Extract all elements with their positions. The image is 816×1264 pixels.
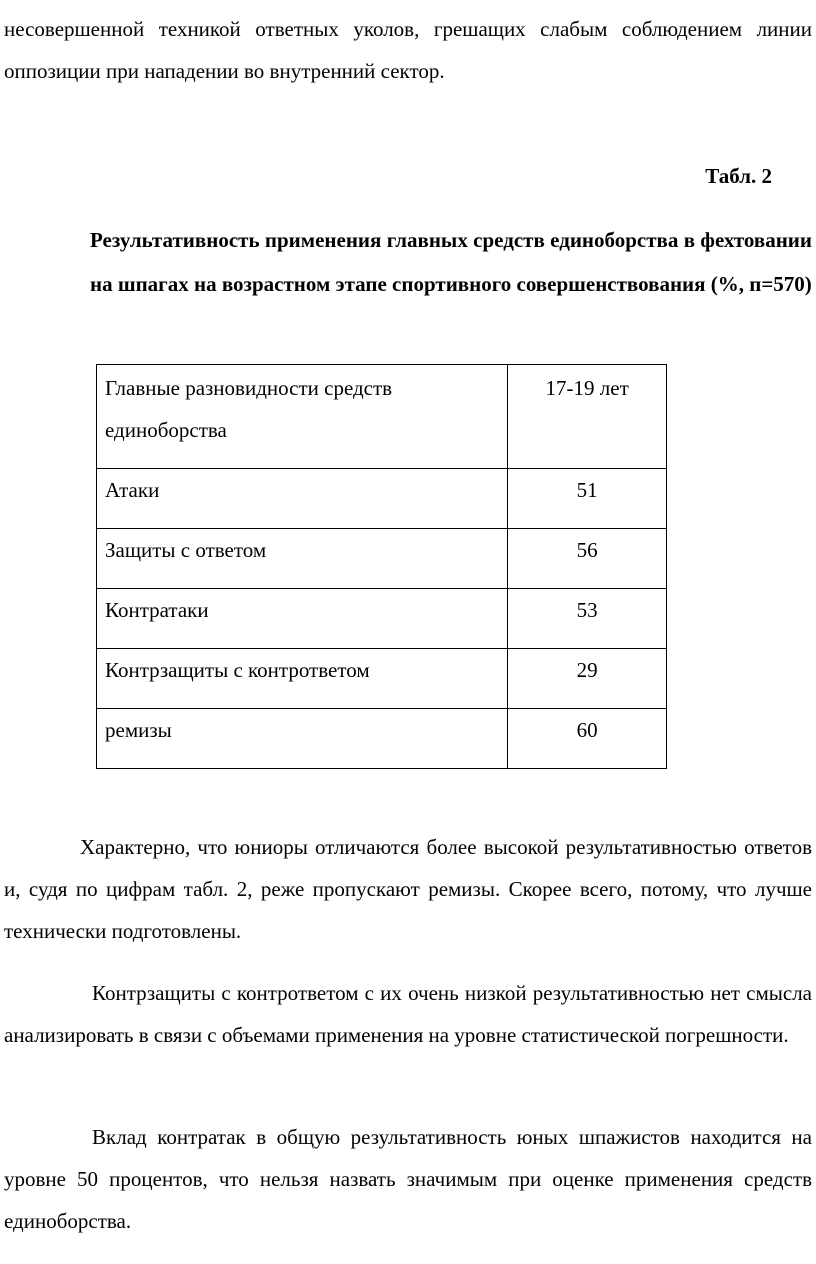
intro-paragraph: несовершенной техникой ответных уколов, грешащих слабым соблюдением линии оппозиции при нападении во внутренний сектор.: [4, 17, 812, 83]
row-label: Защиты с ответом: [97, 529, 508, 589]
row-value: 60: [508, 709, 667, 769]
header-cell-age: 17-19 лет: [508, 365, 667, 469]
table-row: [97, 529, 667, 589]
body-paragraph-3: Вклад контратак в общую результативность юных шпажистов находится на уровне 50 процентов, что нельзя назвать значимым при оценке применения средств единоборства.: [4, 1125, 812, 1233]
table-number: Табл. 2: [705, 164, 772, 188]
row-label: Контрзащиты с контрответом: [97, 649, 508, 709]
row-label: Контратаки: [97, 589, 508, 649]
table-row: [97, 709, 667, 769]
header-cell-means: Главные разновидности средств единоборства: [97, 365, 508, 469]
table-header-row: [97, 365, 667, 469]
results-table: [96, 364, 667, 769]
row-label: ремизы: [97, 709, 508, 769]
row-value: 29: [508, 649, 667, 709]
body-paragraph-2: Контрзащиты с контрответом с их очень низкой результативностью нет смысла анализировать в связи с объемами применения на уровне статистической погрешности.: [4, 981, 812, 1047]
row-value: 56: [508, 529, 667, 589]
table-row: [97, 589, 667, 649]
table-row: [97, 469, 667, 529]
row-value: 53: [508, 589, 667, 649]
table-row: [97, 649, 667, 709]
row-value: 51: [508, 469, 667, 529]
table-title: Результативность применения главных средств единоборства в фехтовании на шпагах на возрастном этапе спортивного совершенствования (%, п=570): [90, 228, 812, 296]
body-paragraph-1: Характерно, что юниоры отличаются более высокой результативностью ответов и, судя по цифрам табл. 2, реже пропускают ремизы. Скорее всего, потому, что лучше технически подготовлены.: [4, 835, 812, 943]
row-label: Атаки: [97, 469, 508, 529]
